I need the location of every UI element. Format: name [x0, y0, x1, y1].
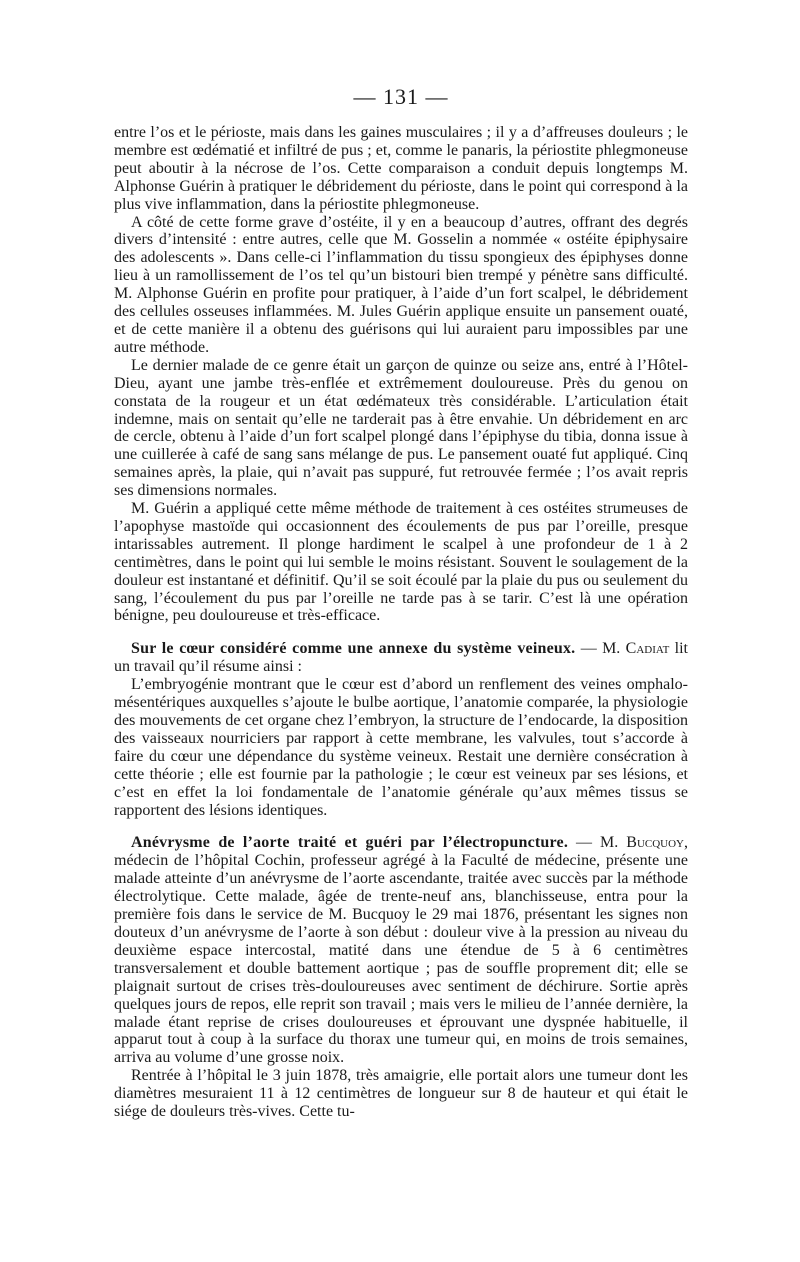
section-aneurysm-intro [114, 834, 688, 1067]
paragraph-5: L’embryogénie montrant que le cœur est d’abord un renflement des veines omphalo-mésentériques auxquelles s’ajoute le bulbe aortique, l’anatomie comparée, la physiologie des mouvements de cet organe chez l’embryon, la structure de l’endocarde, la disposition des vaisseaux nourriciers par rapport à cette membrane, les valvules, tout s’accorde à faire du cœur une dépendance du système veineux. Restait une dernière consécration à cette théorie ; elle est fournie par la pathologie ; le cœur est veineux par ses lésions, et c’est en effet la loi fondamentale de l’anatomie générale qu’aux mêmes tissus se rapportent des lésions identiques. [114, 676, 688, 819]
page-number: — 131 — [353, 84, 449, 109]
author-name: Bucquoy [626, 834, 684, 852]
paragraph-6: Rentrée à l’hôpital le 3 juin 1878, très amaigrie, elle portait alors une tumeur dont les diamètres mesuraient 11 à 12 centimètres de longueur sur 8 de hauteur et qui était le siége de douleurs très-vives. Cette tu- [114, 1067, 688, 1121]
lead-text: , médecin de l’hôpital Cochin, professeur agrégé à la Faculté de médecine, présente une malade atteinte d’un anévrysme de l’aorte ascendante, traitée avec succès par la méthode électrolytique. Cette malade, âgée de trente-neuf ans, blanchisseuse, entra pour la première fois dans le service de M. Bucquoy le 29 mai 1876, présentant les signes non douteux d’un anévrysme de l’aorte à son début : douleur vive à la pression au niveau du deuxième espace intercostal, matité dans une étendue de 5 à 6 centimètres transversalement et double battement aortique ; pas de souffle proprement dit; elle se plaignait surtout de crises très-douloureuses avec sentiment de déchirure. Sortie après quelques jours de repos, elle reprit son travail ; mais vers le milieu de l’année dernière, la malade étant reprise de crises douloureuses et éprouvant une dyspnée habituelle, il apparut tout à coup à la surface du thorax une tumeur qui, en moins de trois semaines, arriva au volume d’une grosse noix. [114, 834, 688, 1067]
section-heading: Anévrysme de l’aorte traité et guéri par l’électropuncture. [131, 834, 569, 852]
lead-dash: — M. [568, 834, 627, 852]
author-name: Cadiat [625, 640, 670, 658]
paragraph-4: M. Guérin a appliqué cette même méthode de traitement à ces ostéites strumeuses de l’apophyse mastoïde qui occasionnent des écoulements de pus par l’oreille, presque intarissables autrement. Il plonge hardiment le scalpel à une profondeur de 1 à 2 centimètres, dans le point qui lui semble le moins résistant. Souvent le soulagement de la douleur est instantané et définitif. Qu’il se soit écoulé par la plaie du pus ou seulement du sang, l’écoulement du pus par l’oreille ne tarde pas à se tarir. C’est là une opération bénigne, peu douloureuse et très-efficace. [114, 500, 688, 625]
section-aneurysm [114, 834, 688, 1121]
section-heart [114, 640, 688, 819]
section-osteitis [114, 124, 688, 625]
paragraph-1: entre l’os et le périoste, mais dans les gaines musculaires ; il y a d’affreuses douleurs ; le membre est œdématié et infiltré de pus ; et, comme le panaris, la périostite phlegmoneuse peut aboutir à la nécrose de l’os. Cette comparaison a conduit depuis longtemps M. Alphonse Guérin à pratiquer le débridement du périoste, dans le point qui correspond à la plus vive inflammation, dans la périostite phlegmoneuse. [114, 124, 688, 213]
section-heart-intro [114, 640, 688, 676]
paragraph-3: Le dernier malade de ce genre était un garçon de quinze ou seize ans, entré à l’Hôtel-Dieu, ayant une jambe très-enflée et extrêmement douloureuse. Près du genou on constata de la rougeur et un état œdémateux très considérable. L’articulation était indemne, mais on sentait qu’elle ne tarderait pas à être envahie. Un débridement en arc de cercle, obtenu à l’aide d’un fort scalpel plongé dans l’épiphyse du tibia, donna issue à une cuillerée à café de sang sans mélange de pus. Le pansement ouaté fut appliqué. Cinq semaines après, la plaie, qui n’avait pas suppuré, fut retrouvée fermée ; l’os avait repris ses dimensions normales. [114, 356, 688, 500]
lead-dash: — M. [575, 640, 626, 658]
section-heading: Sur le cœur considéré comme une annexe du système veineux. [131, 640, 576, 658]
paragraph-2: A côté de cette forme grave d’ostéite, il y en a beaucoup d’autres, offrant des degrés divers d’intensité : entre autres, celle que M. Gosselin a nommée « ostéite épiphysaire des adolescents ». Dans celle-ci l’inflammation du tissu spongieux des épiphyses donne lieu à un ramollissement de l’os tel qu’un bistouri bien trempé y pénètre sans difficulté. M. Alphonse Guérin en profite pour pratiquer, à l’aide d’un fort scalpel, le débridement des cellules osseuses inflammées. M. Jules Guérin applique ensuite un pansement ouaté, et de cette manière il a obtenu des guérisons qui lui auraient paru impossibles par une autre méthode. [114, 213, 688, 356]
lead-text: lit un travail qu’il résume ainsi : [114, 640, 689, 676]
